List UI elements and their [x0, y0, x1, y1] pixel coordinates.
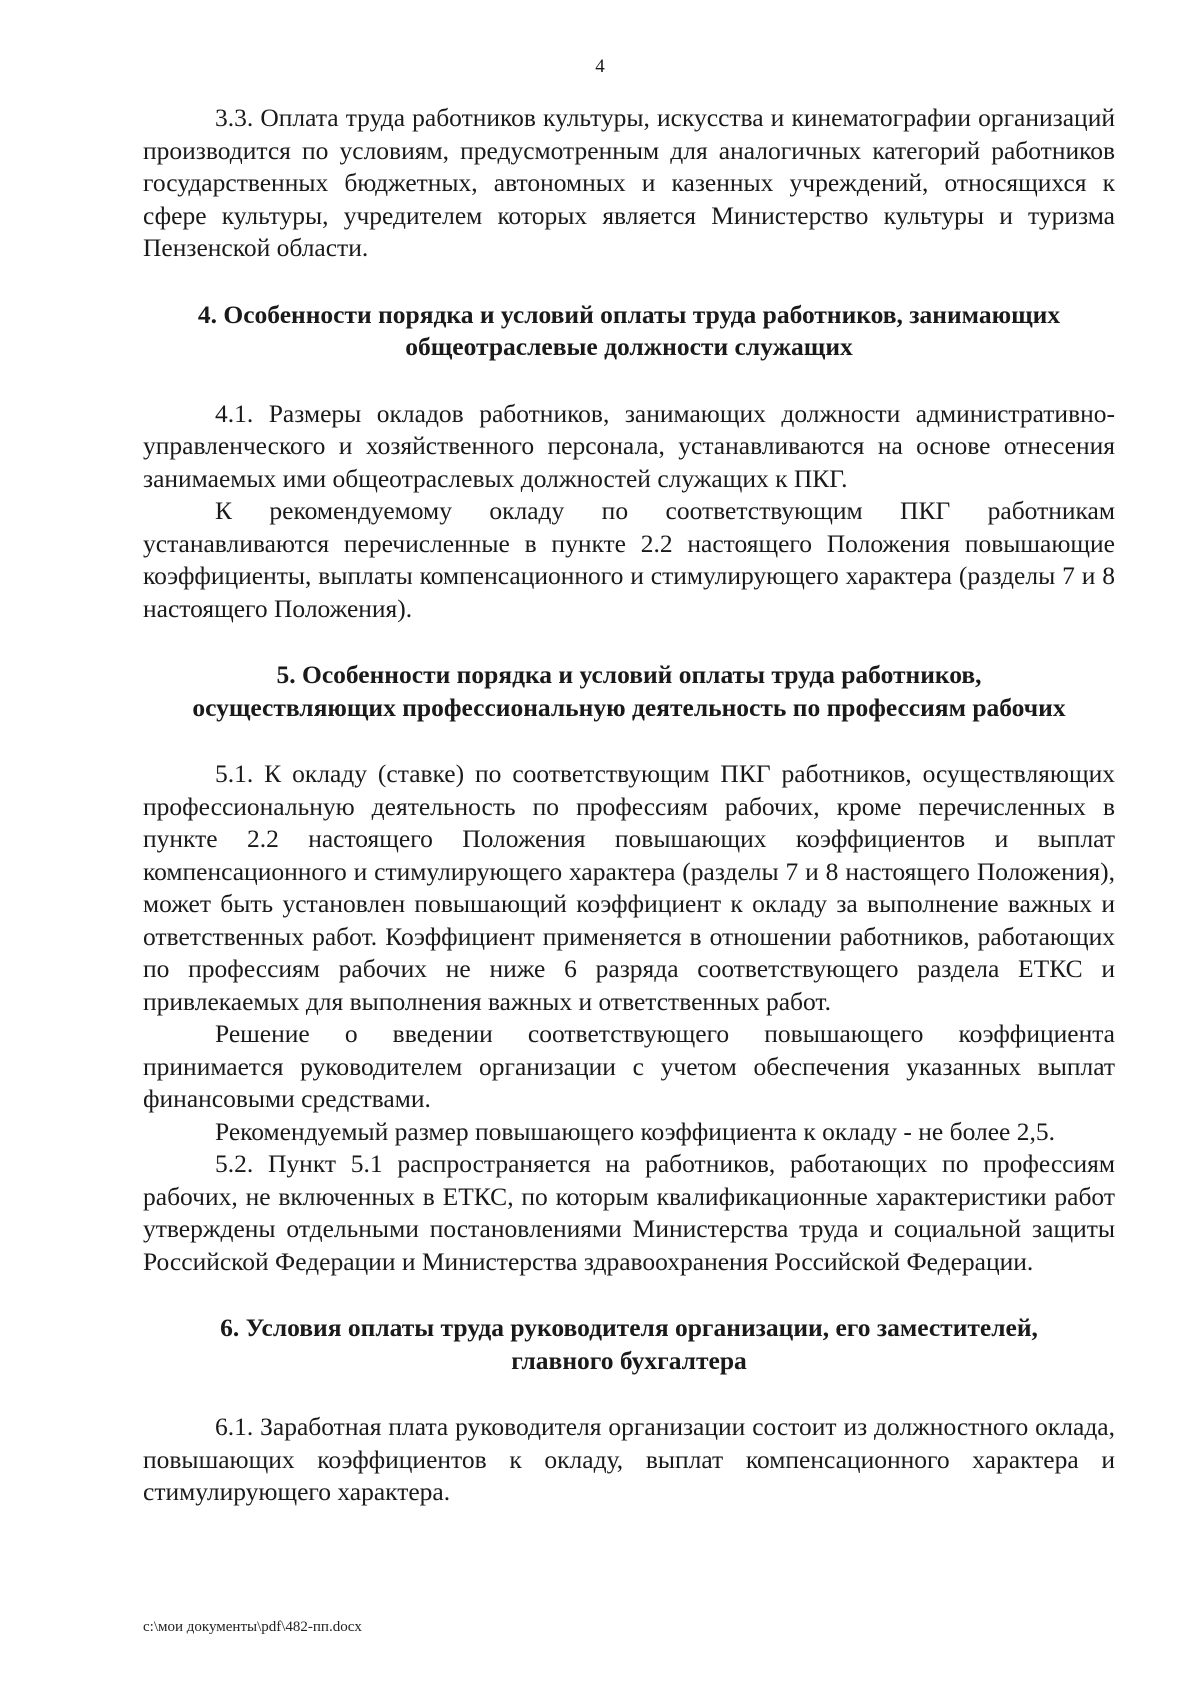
paragraph-5-2: 5.2. Пункт 5.1 распространяется на работников, работающих по профессиям рабочих, не включенных в ЕТКС, по которым квалификационные характеристики работ утверждены отдельными постановлениями Министерства труда и социальной защиты Российской Федерации и Министерства здравоохранения Российской Федерации.	[143, 1149, 1115, 1276]
paragraph-5-1-recommended: Рекомендуемый размер повышающего коэффициента к окладу - не более 2,5.	[215, 1116, 1055, 1146]
document-body	[143, 102, 1115, 1509]
section-6-heading: 6. Условия оплаты труда руководителя организации, его заместителей, главного бухгалтера	[220, 1313, 1038, 1375]
section-5-heading: 5. Особенности порядка и условий оплаты труда работников, осуществляющих профессиональную деятельность по профессиям рабочих	[192, 660, 1066, 722]
page-number: 4	[595, 56, 605, 77]
paragraph-5-1-decision: Решение о введении соответствующего повышающего коэффициента принимается руководителем организации с учетом обеспечения указанных выплат финансовыми средствами.	[143, 1019, 1115, 1113]
paragraph-4-1-continued: К рекомендуемому окладу по соответствующим ПКГ работникам устанавливаются перечисленные в пункте 2.2 настоящего Положения повышающие коэффициенты, выплаты компенсационного и стимулирующего характера (разделы 7 и 8 настоящего Положения).	[143, 496, 1115, 623]
paragraph-3-3: 3.3. Оплата труда работников культуры, искусства и кинематографии организаций производится по условиям, предусмотренным для аналогичных категорий работников государственных бюджетных, автономных и казенных учреждений, относящихся к сфере культуры, учредителем которых является Министерство культуры и туризма Пензенской области.	[143, 103, 1115, 262]
paragraph-6-1: 6.1. Заработная плата руководителя организации состоит из должностного оклада, повышающих коэффициентов к окладу, выплат компенсационного характера и стимулирующего характера.	[143, 1412, 1115, 1506]
section-4-heading: 4. Особенности порядка и условий оплаты труда работников, занимающих общеотраслевые должности служащих	[197, 299, 1061, 361]
paragraph-4-1: 4.1. Размеры окладов работников, занимающих должности административно-управленческого и хозяйственного персонала, устанавливаются на основе отнесения занимаемых ими общеотраслевых должностей служащих к ПКГ.	[143, 398, 1115, 493]
file-path-footer: c:\мои документы\pdf\482-пп.docx	[143, 1619, 362, 1635]
paragraph-5-1: 5.1. К окладу (ставке) по соответствующим ПКГ работников, осуществляющих профессиональную деятельность по профессиям рабочих, кроме перечисленных в пункте 2.2 настоящего Положения повышающих коэффициентов и выплат компенсационного и стимулирующего характера (разделы 7 и 8 настоящего Положения), может быть установлен повышающий коэффициент к окладу за выполнение важных и ответственных работ. Коэффициент применяется в отношении работников, работающих по профессиям рабочих не ниже 6 разряда соответствующего раздела ЕТКС и привлекаемых для выполнения важных и ответственных работ.	[143, 759, 1115, 1016]
